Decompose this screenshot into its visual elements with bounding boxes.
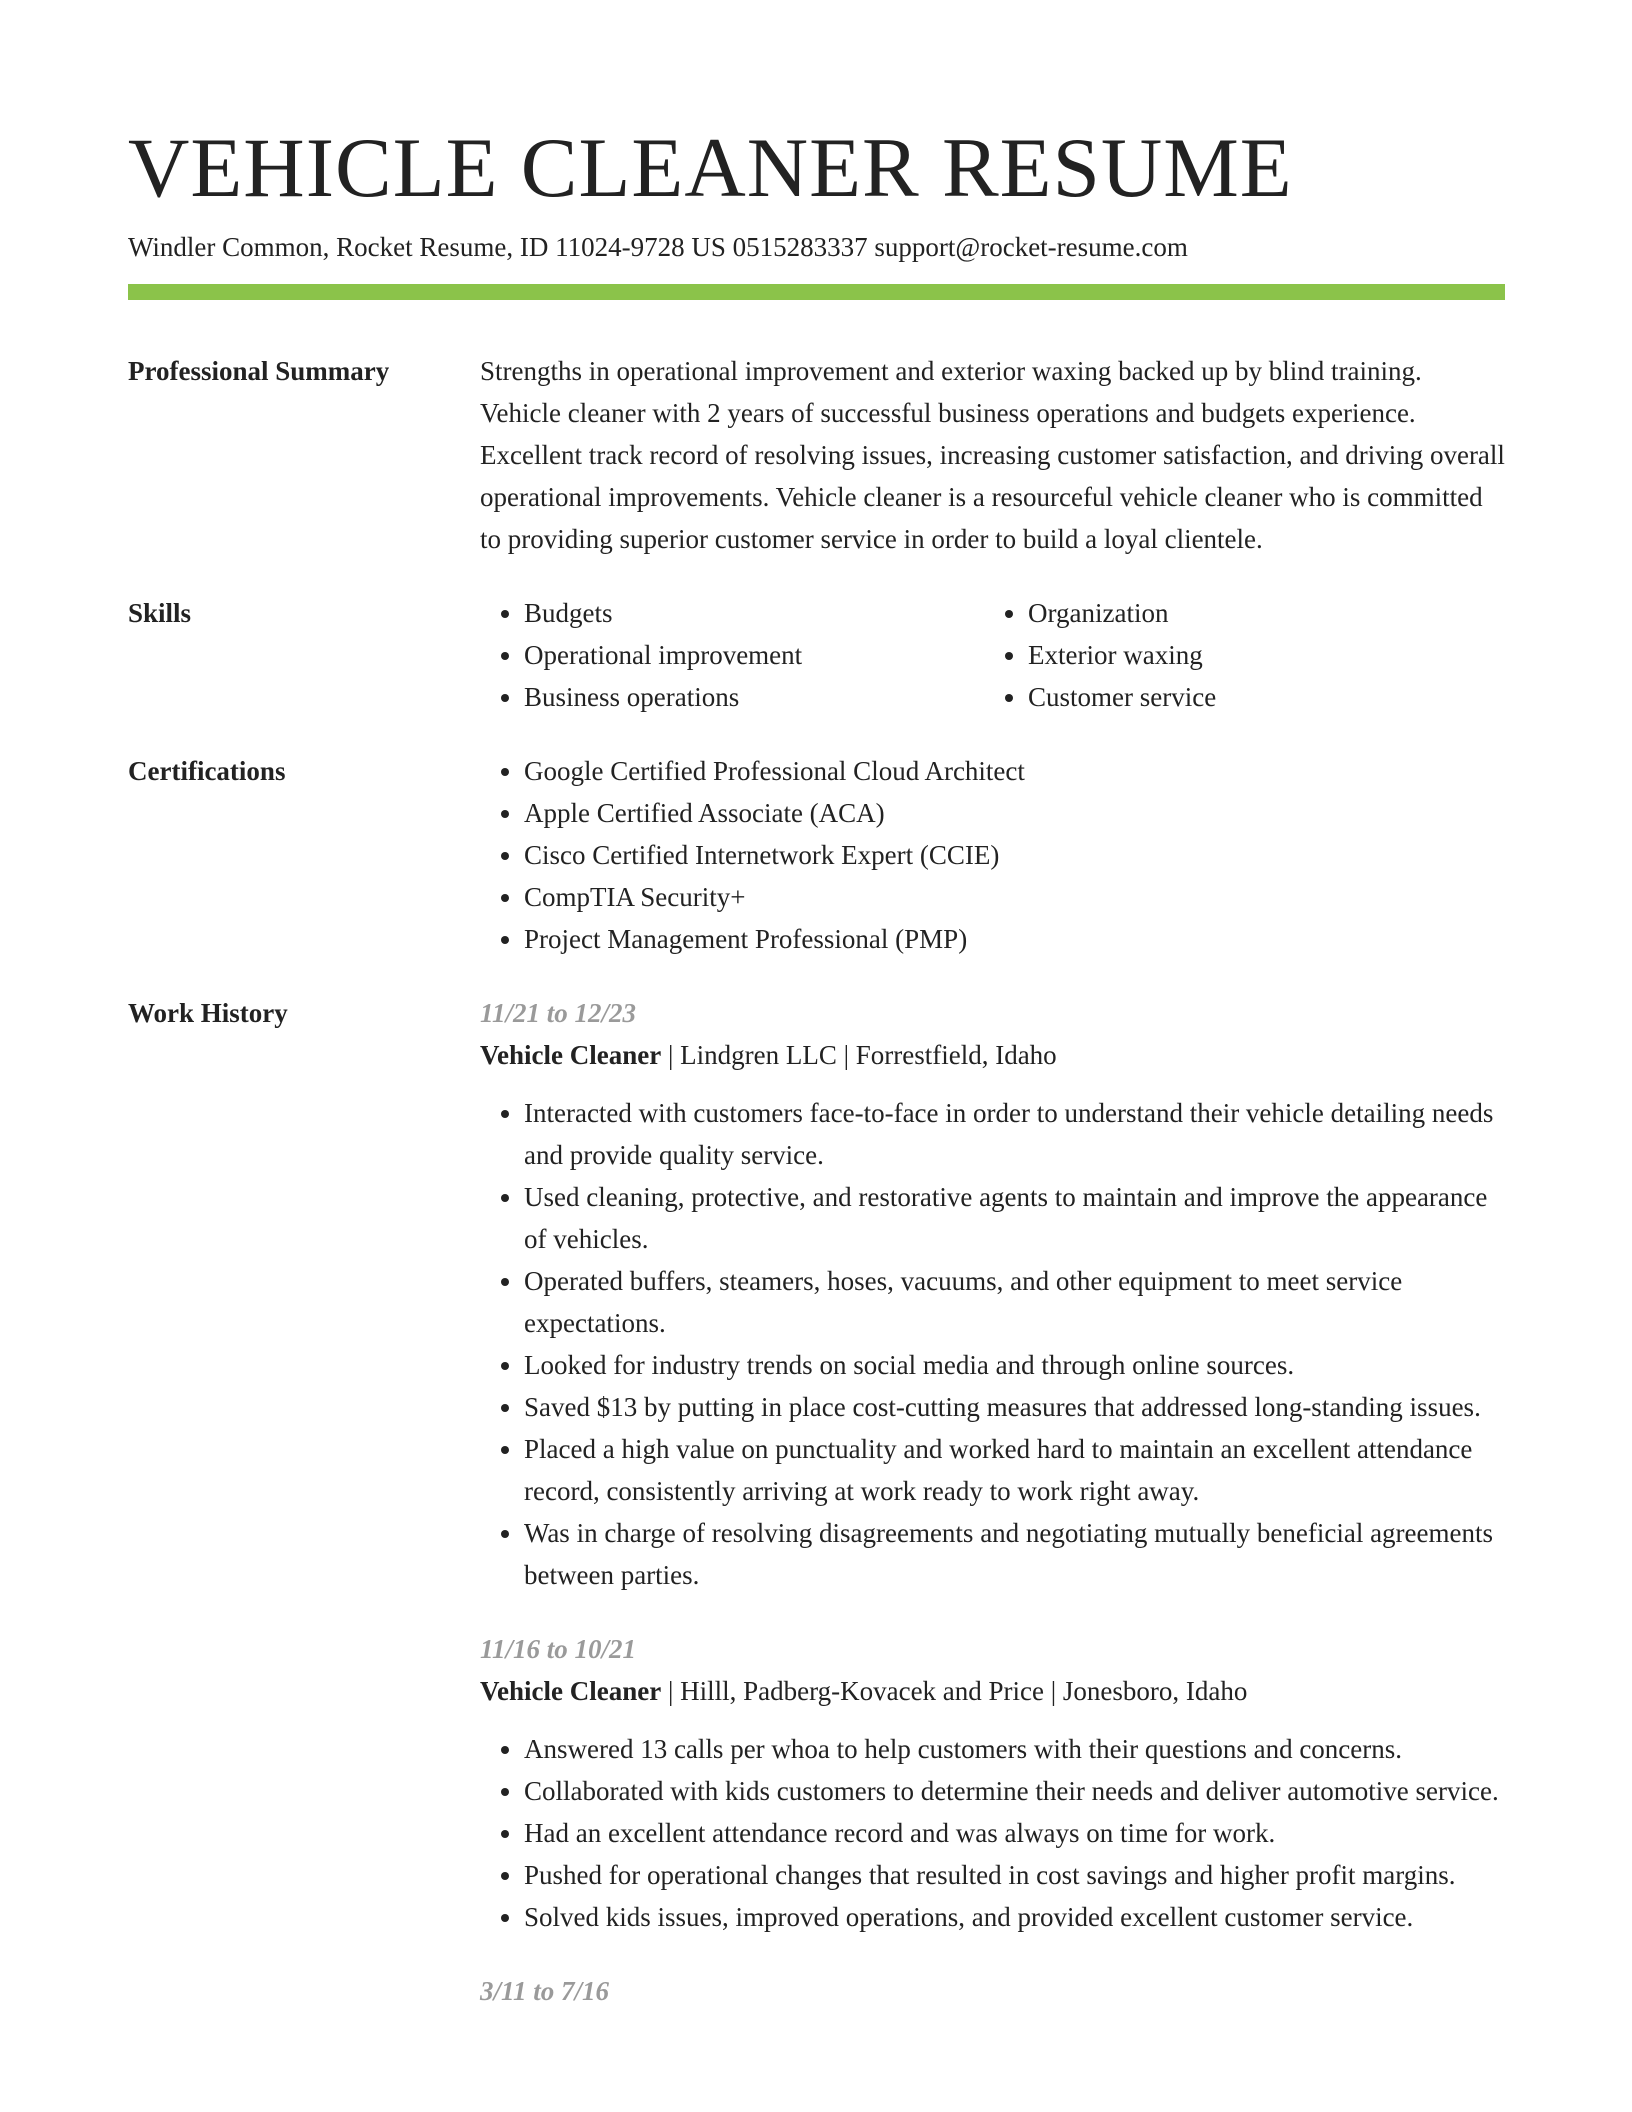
section-label-summary: Professional Summary: [128, 356, 390, 386]
certification-item: • Cisco Certified Internetwork Expert (CCIE): [524, 834, 1505, 876]
job-dates: 11/21 to 12/23: [480, 998, 637, 1028]
job-entry: [480, 1628, 1505, 1938]
work-history-section: [128, 992, 1505, 2012]
section-label-work-history: Work History: [128, 998, 288, 1028]
job-duty-item: • Solved kids issues, improved operations, and provided excellent customer service.: [524, 1896, 1505, 1938]
job-duty-item: • Interacted with customers face-to-face in order to understand their vehicle detailing needs and provide quality service.: [524, 1092, 1505, 1176]
job-entry: [480, 992, 1505, 1596]
job-duty-item: • Had an excellent attendance record and was always on time for work.: [524, 1812, 1505, 1854]
skill-item: • Customer service: [1028, 676, 1488, 718]
resume-title: VEHICLE CLEANER RESUME: [128, 121, 1293, 215]
certification-item: • Project Management Professional (PMP): [524, 918, 1505, 960]
job-dates: 3/11 to 7/16: [480, 1976, 610, 2006]
job-dates: 11/16 to 10/21: [480, 1634, 637, 1664]
job-company-location: | Lindgren LLC | Forrestfield, Idaho: [661, 1040, 1057, 1070]
accent-divider: [128, 284, 1505, 300]
job-duty-item: • Operated buffers, steamers, hoses, vacuums, and other equipment to meet service expectations.: [524, 1260, 1505, 1344]
skill-item: • Organization: [1028, 592, 1488, 634]
contact-line: Windler Common, Rocket Resume, ID 11024-9728 US 0515283337 support@rocket-resume.com: [128, 232, 1188, 262]
job-duty-item: • Pushed for operational changes that resulted in cost savings and higher profit margins.: [524, 1854, 1505, 1896]
certification-item: • Google Certified Professional Cloud Architect: [524, 750, 1505, 792]
job-heading: [480, 1670, 1505, 1712]
job-duty-item: • Answered 13 calls per whoa to help customers with their questions and concerns.: [524, 1728, 1505, 1770]
skill-item: • Operational improvement: [524, 634, 984, 676]
skill-item: • Business operations: [524, 676, 984, 718]
skill-item: • Budgets: [524, 592, 984, 634]
skills-column-2: [984, 592, 1488, 718]
job-title: Vehicle Cleaner: [480, 1040, 662, 1070]
section-label-skills: Skills: [128, 598, 192, 628]
certifications-section: [128, 750, 1505, 960]
job-company-location: | Hilll, Padberg-Kovacek and Price | Jonesboro, Idaho: [661, 1676, 1248, 1706]
job-duty-item: • Looked for industry trends on social media and through online sources.: [524, 1344, 1505, 1386]
certification-item: • CompTIA Security+: [524, 876, 1505, 918]
job-duty-item: • Saved $13 by putting in place cost-cutting measures that addressed long-standing issues.: [524, 1386, 1505, 1428]
skills-list: [480, 592, 1505, 718]
job-duty-item: • Placed a high value on punctuality and worked hard to maintain an excellent attendance record, consistently arriving at work ready to work right away.: [524, 1428, 1505, 1512]
certifications-list: [480, 750, 1505, 960]
job-title: Vehicle Cleaner: [480, 1676, 662, 1706]
job-heading: [480, 1034, 1505, 1076]
job-entry: [480, 1970, 1505, 2012]
job-duty-item: • Used cleaning, protective, and restorative agents to maintain and improve the appearance of vehicles.: [524, 1176, 1505, 1260]
certification-item: • Apple Certified Associate (ACA): [524, 792, 1505, 834]
skills-column-1: [480, 592, 984, 718]
job-duty-item: • Collaborated with kids customers to determine their needs and deliver automotive service.: [524, 1770, 1505, 1812]
summary-section: [128, 350, 1505, 560]
summary-text: Strengths in operational improvement and exterior waxing backed up by blind training. Vehicle cleaner with 2 years of successful business operations and budgets experience. Excellent track record of resolving issues, increasing customer satisfaction, and driving overall operational improvements. Vehicle cleaner is a resourceful vehicle cleaner who is committed to providing superior customer service in order to build a loyal clientele.: [480, 356, 1505, 554]
job-duties: [480, 1728, 1505, 1938]
job-duty-item: • Was in charge of resolving disagreements and negotiating mutually beneficial agreements between parties.: [524, 1512, 1505, 1596]
job-duties: [480, 1092, 1505, 1596]
work-history-list: [480, 992, 1505, 2012]
skills-section: [128, 592, 1505, 718]
skill-item: • Exterior waxing: [1028, 634, 1488, 676]
resume-page: [128, 0, 1505, 2012]
section-label-certifications: Certifications: [128, 756, 286, 786]
